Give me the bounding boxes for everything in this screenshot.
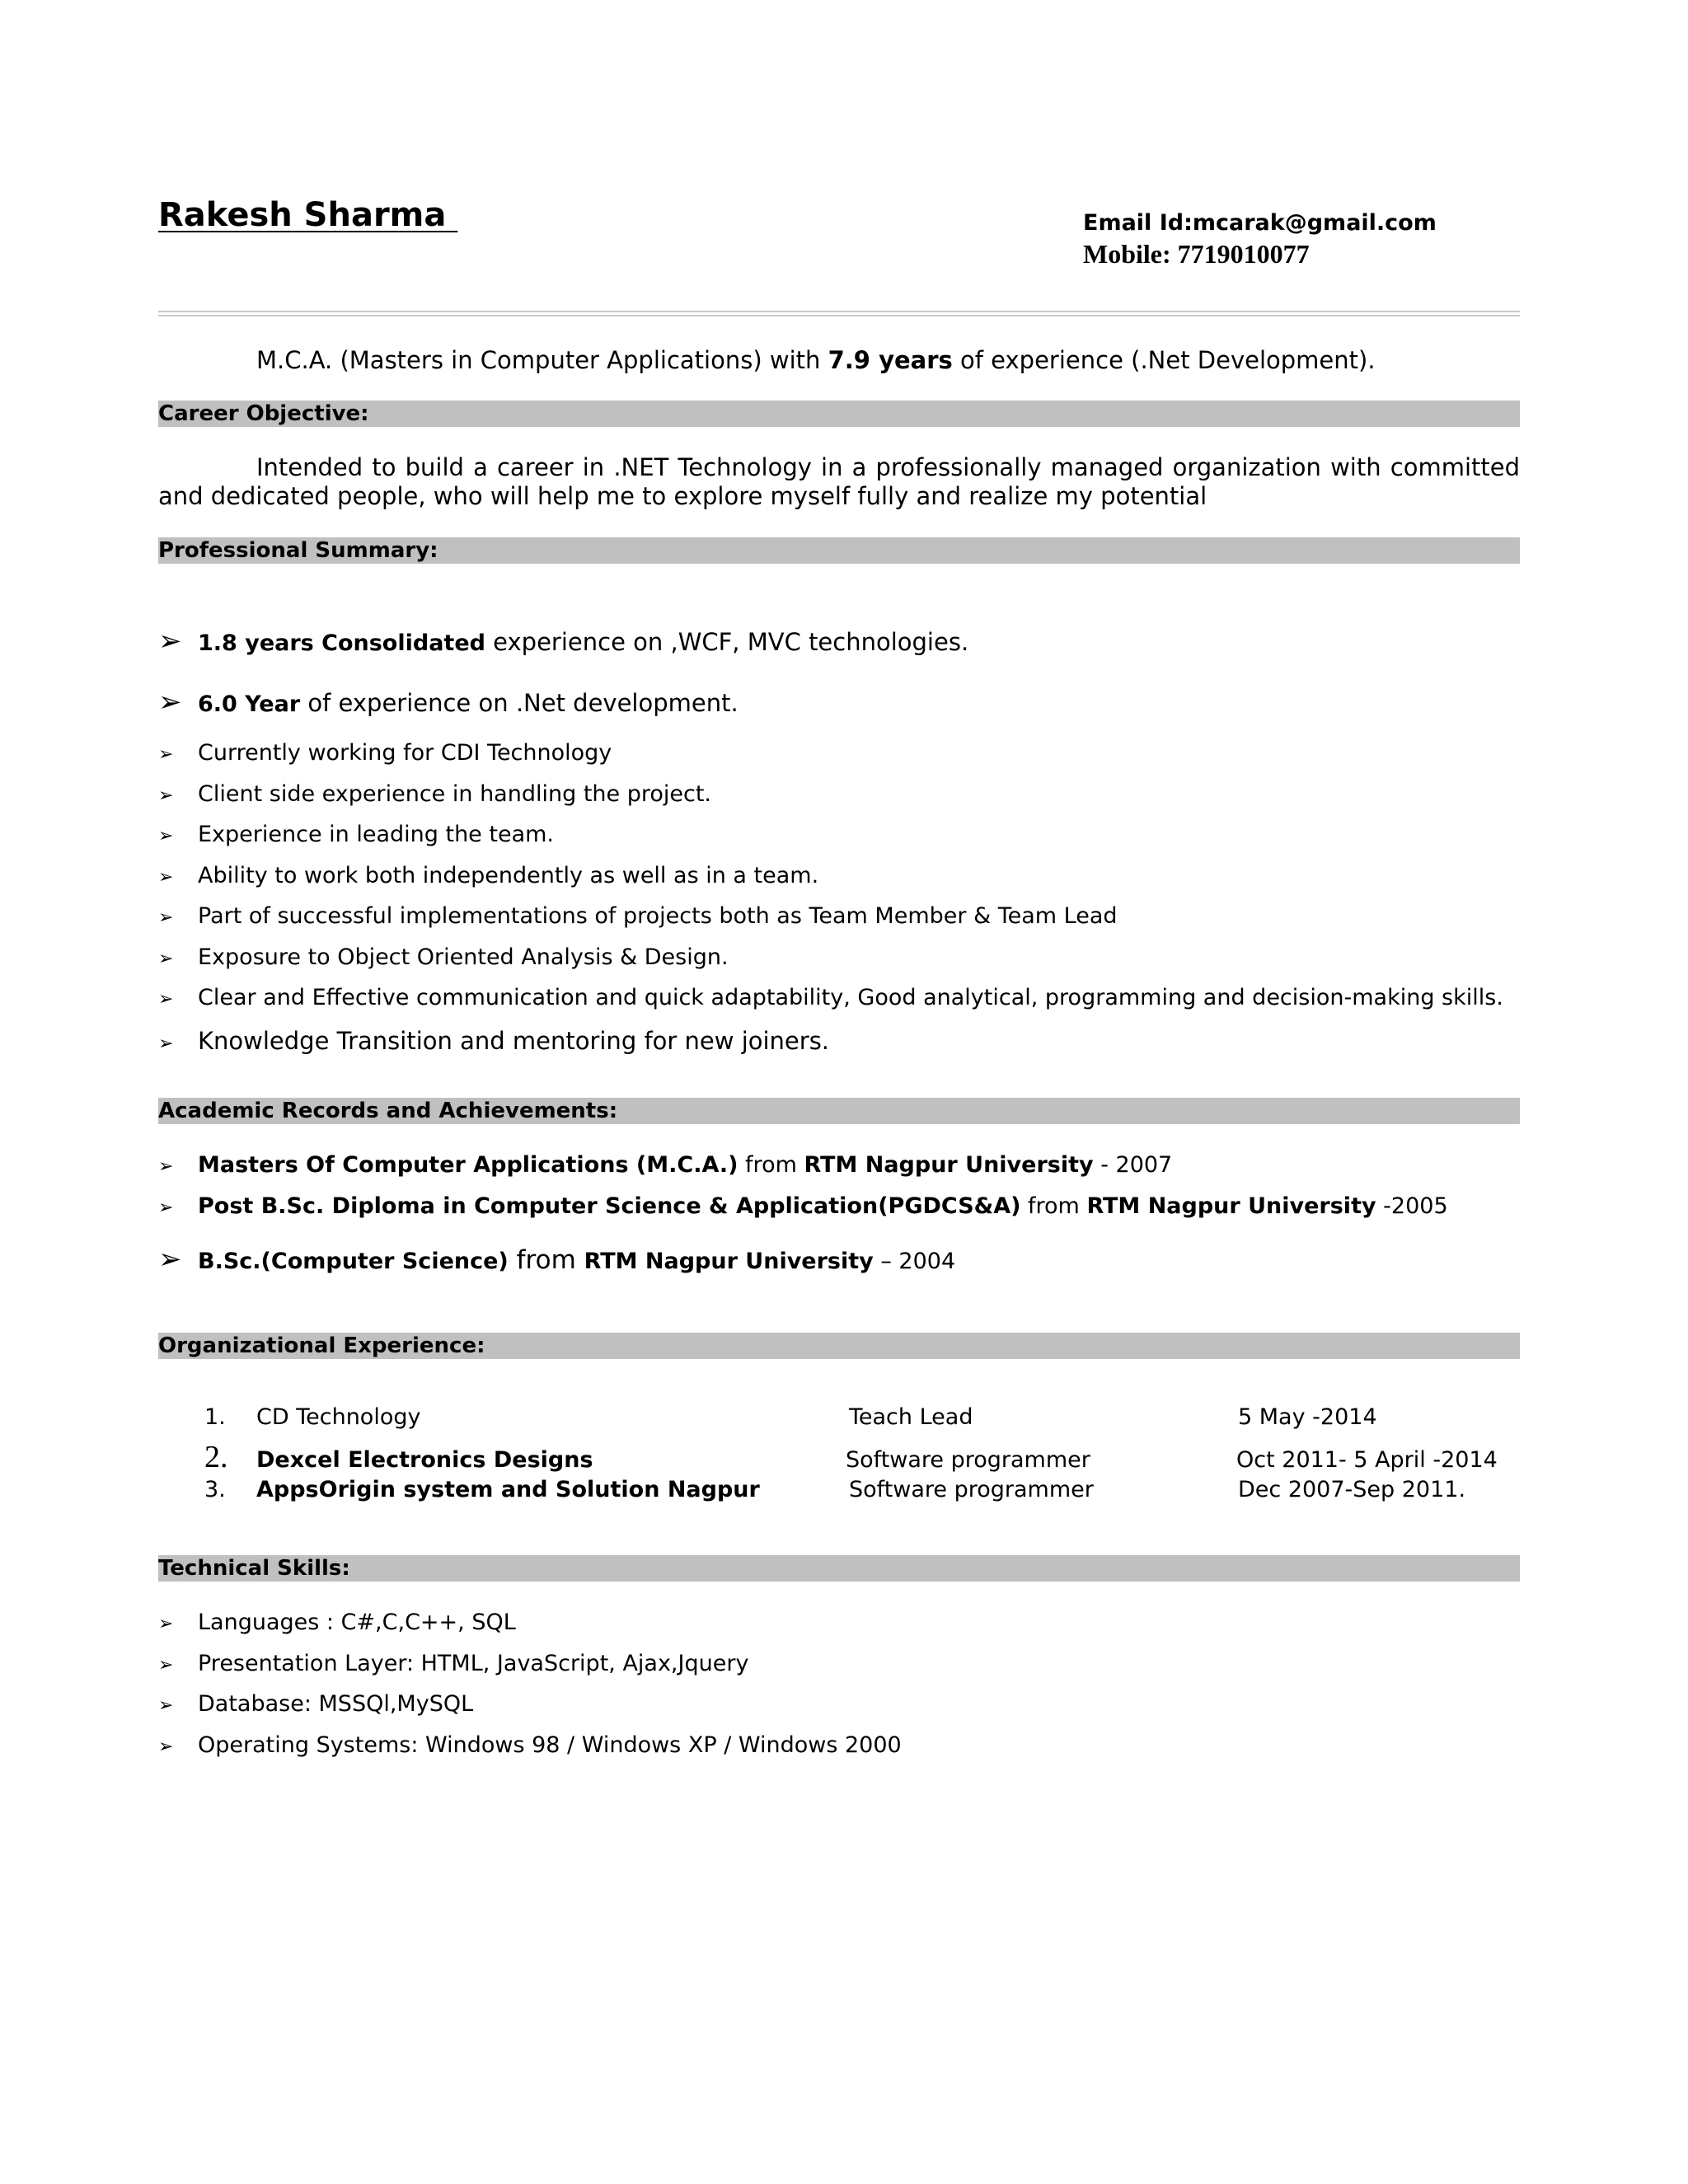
list-item <box>158 985 1503 1010</box>
degree-year: -2005 <box>1376 1193 1448 1219</box>
degree-name: Masters Of Computer Applications (M.C.A.) <box>198 1152 738 1178</box>
arrow-bullet-icon: ➢ <box>158 1033 174 1054</box>
degree-name: B.Sc.(Computer Science) <box>198 1249 509 1274</box>
arrow-bullet-icon: ➢ <box>158 989 174 1010</box>
item-bold: 1.8 years Consolidated <box>198 630 485 656</box>
item-text: of experience on .Net development. <box>300 689 738 717</box>
job-number: 3. <box>204 1477 226 1502</box>
list-item <box>158 625 968 658</box>
list-item <box>158 1027 829 1055</box>
arrow-bullet-icon: ➢ <box>158 907 174 928</box>
degree-year: – 2004 <box>873 1249 956 1274</box>
job-company: AppsOrigin system and Solution Nagpur <box>256 1477 760 1502</box>
degree-year: - 2007 <box>1093 1152 1173 1178</box>
arrow-bullet-icon: ➢ <box>158 744 174 765</box>
arrow-bullet-icon: ➢ <box>158 686 182 719</box>
list-item <box>158 863 818 888</box>
arrow-bullet-icon: ➢ <box>158 867 174 888</box>
list-item <box>158 740 612 766</box>
from-text: from <box>1020 1193 1087 1219</box>
section-technical-skills: Technical Skills: <box>158 1555 1520 1582</box>
list-item <box>158 1732 902 1758</box>
job-company: Dexcel Electronics Designs <box>256 1447 593 1473</box>
item-text: experience on ,WCF, MVC technologies. <box>485 628 969 656</box>
arrow-bullet-icon: ➢ <box>158 1614 174 1634</box>
from-text: from <box>738 1152 804 1178</box>
list-item <box>158 1651 748 1676</box>
section-academic-records: Academic Records and Achievements: <box>158 1098 1520 1124</box>
arrow-bullet-icon: ➢ <box>158 1243 182 1276</box>
arrow-bullet-icon: ➢ <box>158 826 174 846</box>
summary-suffix: of experience (.Net Development). <box>952 346 1376 374</box>
from-text: from <box>508 1245 584 1275</box>
item-text: Part of successful implementations of projects both as Team Member & Team Lead <box>198 903 1118 929</box>
list-item <box>158 822 554 847</box>
job-dates: 5 May -2014 <box>1238 1404 1377 1430</box>
item-text: Currently working for CDI Technology <box>198 740 612 766</box>
job-number: 1. <box>204 1404 226 1430</box>
arrow-bullet-icon: ➢ <box>158 1695 174 1716</box>
item-text: Knowledge Transition and mentoring for new joiners. <box>198 1027 830 1055</box>
job-number: 2. <box>204 1440 228 1474</box>
email-address: Email Id:mcarak@gmail.com <box>1083 210 1437 236</box>
item-text: Clear and Effective communication and quick adaptability, Good analytical, programming and decision-making skills. <box>198 985 1503 1010</box>
arrow-bullet-icon: ➢ <box>158 949 174 969</box>
section-career-objective: Career Objective: <box>158 401 1520 427</box>
arrow-bullet-icon: ➢ <box>158 1197 174 1218</box>
item-text: Experience in leading the team. <box>198 822 554 847</box>
item-text: Operating Systems: Windows 98 / Windows XP / Windows 2000 <box>198 1732 902 1758</box>
item-text: Languages : C#,C,C++, SQL <box>198 1610 516 1635</box>
arrow-bullet-icon: ➢ <box>158 1655 174 1675</box>
job-role: Teach Lead <box>849 1404 973 1430</box>
job-role: Software programmer <box>846 1447 1090 1473</box>
item-text: Client side experience in handling the project. <box>198 781 712 807</box>
list-item <box>158 903 1118 929</box>
job-company: CD Technology <box>256 1404 421 1430</box>
summary-line <box>256 346 1376 374</box>
list-item <box>158 1243 955 1276</box>
summary-years: 7.9 years <box>828 346 953 374</box>
list-item <box>158 686 738 719</box>
job-dates: Dec 2007-Sep 2011. <box>1238 1477 1466 1502</box>
university-name: RTM Nagpur University <box>1086 1193 1376 1219</box>
section-professional-summary: Professional Summary: <box>158 537 1520 564</box>
list-item <box>158 1193 1448 1219</box>
arrow-bullet-icon: ➢ <box>158 1736 174 1757</box>
item-bold: 6.0 Year <box>198 691 301 717</box>
degree-name: Post B.Sc. Diploma in Computer Science & Application(PGDCS&A) <box>198 1193 1021 1219</box>
job-role: Software programmer <box>849 1477 1094 1502</box>
item-text: Database: MSSQl,MySQL <box>198 1691 474 1717</box>
item-text: Presentation Layer: HTML, JavaScript, Ajax,Jquery <box>198 1651 749 1676</box>
arrow-bullet-icon: ➢ <box>158 1156 174 1177</box>
university-name: RTM Nagpur University <box>804 1152 1094 1178</box>
summary-prefix: M.C.A. (Masters in Computer Applications) with <box>256 346 828 374</box>
mobile-number: Mobile: 7719010077 <box>1083 239 1310 269</box>
candidate-name: Rakesh Sharma <box>158 196 458 234</box>
item-text: Exposure to Object Oriented Analysis & Design. <box>198 944 729 970</box>
arrow-bullet-icon: ➢ <box>158 785 174 806</box>
list-item <box>158 1610 516 1635</box>
header-divider-2 <box>158 315 1520 316</box>
list-item <box>158 1152 1172 1178</box>
university-name: RTM Nagpur University <box>584 1249 874 1274</box>
header-divider <box>158 311 1520 312</box>
list-item <box>158 1691 473 1717</box>
item-text: Ability to work both independently as well as in a team. <box>198 863 819 888</box>
list-item <box>158 781 711 807</box>
section-organizational-experience: Organizational Experience: <box>158 1333 1520 1359</box>
career-objective-text: Intended to build a career in .NET Technology in a professionally managed organization with committed and dedicated people, who will help me to explore myself fully and realize my potential <box>158 453 1520 510</box>
arrow-bullet-icon: ➢ <box>158 625 182 658</box>
list-item <box>158 944 729 970</box>
job-dates: Oct 2011- 5 April -2014 <box>1236 1447 1498 1473</box>
